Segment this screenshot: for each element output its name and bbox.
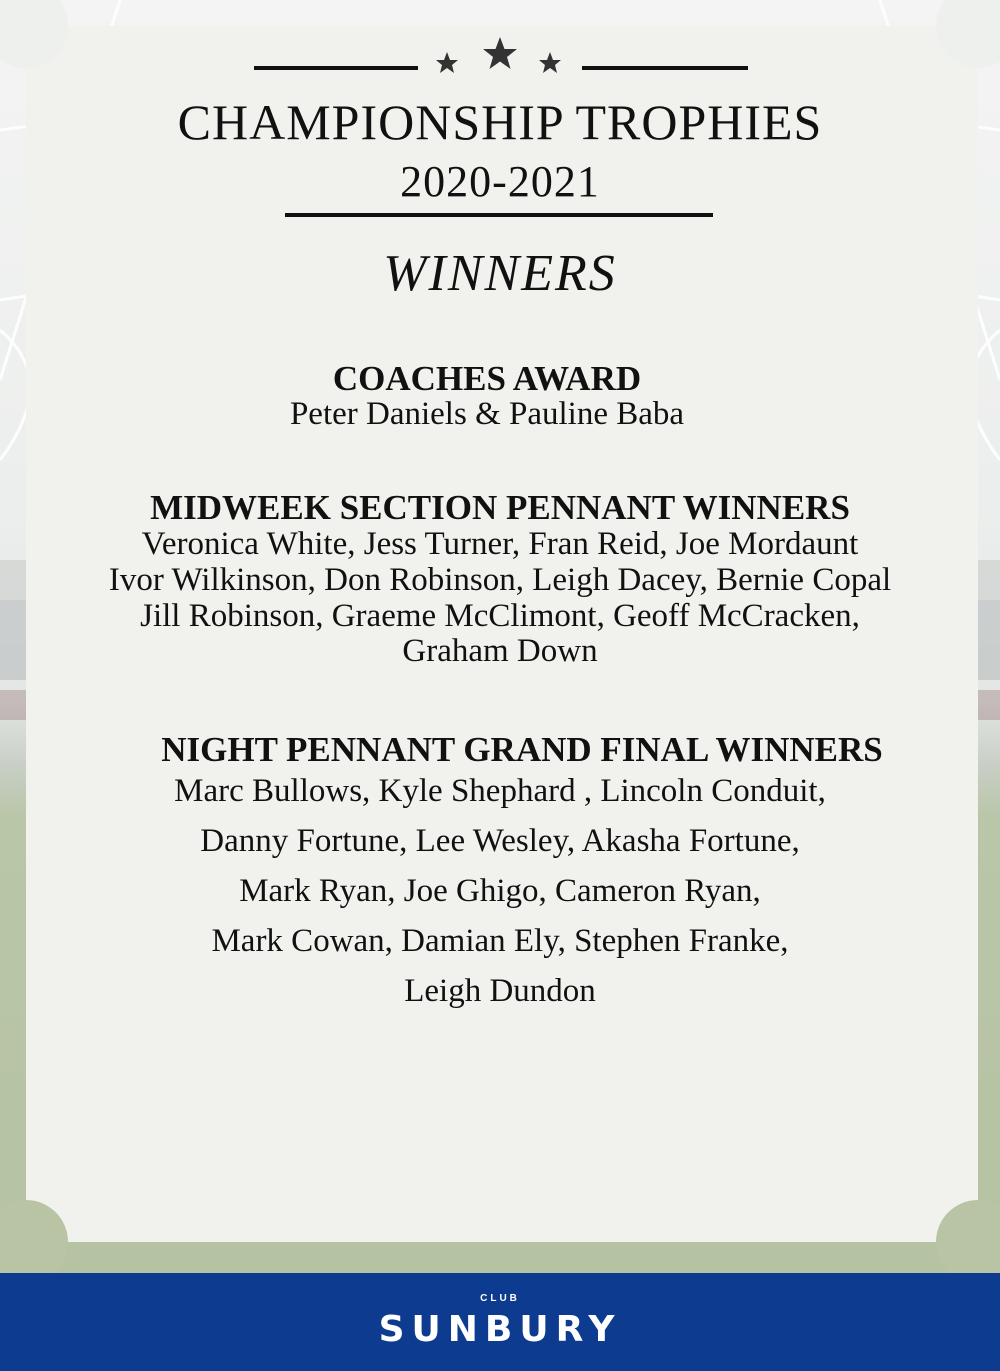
midweek-line: Jill Robinson, Graeme McClimont, Geoff McCracken, [140,598,860,634]
coaches-award-names: Peter Daniels & Pauline Baba [289,396,685,432]
night-pennant-line: Marc Bullows, Kyle Shephard , Lincoln Conduit, [174,773,826,809]
footer-club-label: CLUB [480,1293,520,1304]
card-corner-notch [0,0,68,68]
stars-icon [430,34,570,80]
coaches-award-heading: COACHES AWARD [332,359,642,398]
winners-subtitle: WINNERS [383,245,617,302]
midweek-line: Graham Down [402,633,598,669]
club-footer [0,1273,1000,1371]
night-pennant-line: Leigh Dundon [404,973,596,1009]
night-pennant-line: Mark Cowan, Damian Ely, Stephen Franke, [211,923,789,959]
night-pennant-line: Danny Fortune, Lee Wesley, Akasha Fortune, [200,823,800,859]
header-rule-left [254,66,418,70]
midweek-line: Veronica White, Jess Turner, Fran Reid, Joe Mordaunt [141,526,859,562]
midweek-line: Ivor Wilkinson, Don Robinson, Leigh Dacey, Bernie Copal [108,562,892,598]
card-corner-notch [936,0,1000,68]
midweek-heading: MIDWEEK SECTION PENNANT WINNERS [150,488,850,527]
page-title: CHAMPIONSHIP TROPHIES [177,94,823,150]
title-underline [285,213,713,217]
night-pennant-line: Mark Ryan, Joe Ghigo, Cameron Ryan, [239,873,761,909]
night-pennant-heading: NIGHT PENNANT GRAND FINAL WINNERS [161,730,883,769]
season-years: 2020-2021 [400,157,600,206]
footer-brand-logo: SUNBURY [378,1309,622,1350]
header-rule-right [582,66,748,70]
